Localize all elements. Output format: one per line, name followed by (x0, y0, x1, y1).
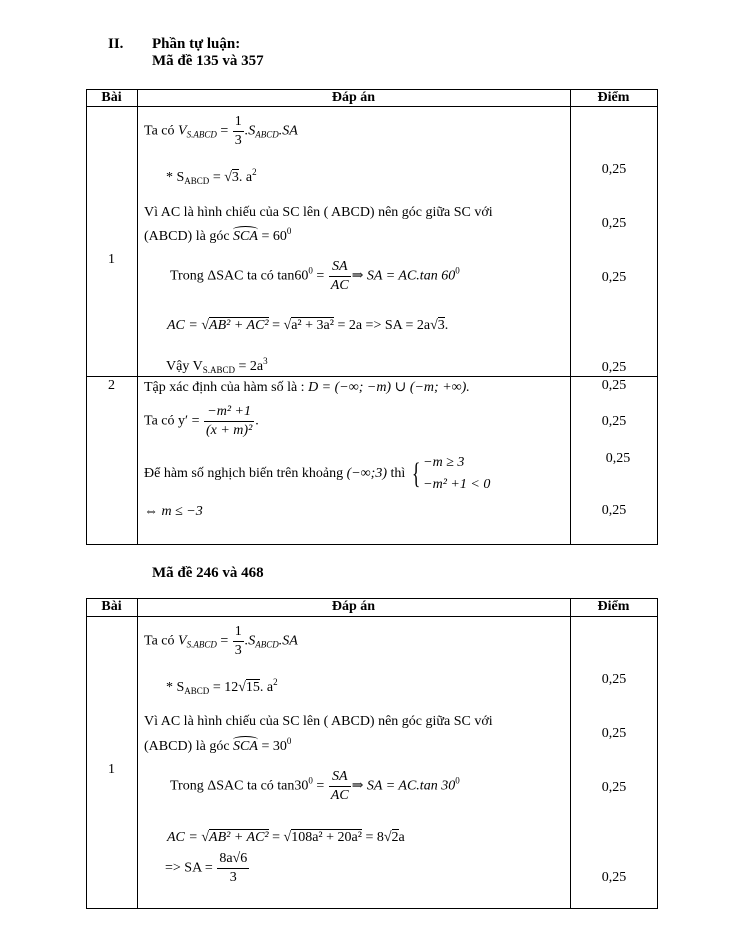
projection-text: Vì AC là hình chiếu của SC lên ( ABCD) nên góc giữa SC với (144, 714, 493, 729)
inequality: −m² +1 < 0 (423, 477, 491, 492)
text: * S (166, 170, 185, 185)
header-diem: Điểm (597, 90, 630, 105)
math: = (220, 633, 229, 649)
text: 2 (273, 677, 278, 687)
angle-symbol: SCA (233, 739, 258, 754)
volume-formula (144, 115, 298, 148)
inequality-system (423, 452, 490, 496)
radicand: 15 (245, 680, 260, 695)
brace-icon: { (411, 457, 421, 490)
text: . a (238, 170, 253, 185)
math: S.ABCD (186, 129, 217, 140)
text: (ABCD) là góc (144, 229, 234, 244)
text: . (255, 413, 259, 429)
text: . a (259, 680, 274, 695)
text: 0 (455, 775, 460, 786)
text: Trong ΔSAC ta có tan60 (170, 268, 309, 284)
numerator: 1 (233, 625, 244, 642)
math: V (178, 123, 187, 139)
score: 0,25 (601, 726, 627, 741)
tangent-formula (170, 260, 460, 293)
score: 0,25 (605, 451, 631, 466)
problem-number: 1 (108, 762, 115, 777)
inequality: −m ≥ 3 (423, 455, 465, 470)
numerator: SA (329, 770, 351, 787)
text: Tập xác định của hàm số là : (144, 380, 309, 395)
section-title: Phần tự luận: (152, 36, 241, 52)
score: 0,25 (601, 414, 627, 429)
projection-text: Vì AC là hình chiếu của SC lên ( ABCD) nên góc giữa SC với (144, 205, 493, 220)
text: S.ABCD (202, 365, 235, 375)
math: . (444, 318, 449, 333)
derivative-line (144, 405, 259, 438)
math: .SA (278, 633, 298, 649)
text: 0 (286, 226, 292, 236)
angle-symbol: SCA (233, 229, 258, 244)
angle-text (144, 736, 291, 755)
math: .S (244, 123, 256, 139)
radicand: a² + 3a² (291, 318, 334, 333)
domain-line (144, 379, 470, 396)
text: = 30 (257, 739, 287, 754)
math: ⇒ SA = AC.tan 60 (351, 268, 456, 284)
math: = √ (268, 830, 292, 845)
exam-code-heading-2: Mã đề 246 và 468 (152, 565, 264, 581)
math: ABCD (255, 639, 279, 650)
text: = 12√ (209, 680, 246, 695)
base-area (166, 677, 278, 696)
volume-result (166, 356, 268, 375)
decreasing-condition (144, 452, 490, 496)
header-diem: Điểm (597, 599, 630, 614)
math: V (178, 633, 187, 649)
numerator: 8a√6 (217, 852, 249, 869)
header-dap-an: Đáp án (331, 90, 376, 105)
math: ABCD (255, 129, 279, 140)
fraction (233, 115, 244, 148)
text: = √ (209, 170, 232, 185)
math: = √ (268, 318, 292, 333)
radicand: 3 (231, 170, 239, 185)
score: 0,25 (601, 216, 627, 231)
text: Ta có y′ = (144, 413, 203, 429)
denominator: 3 (234, 643, 242, 658)
text: thì (386, 466, 409, 482)
score: 0,25 (601, 672, 627, 687)
numerator: 1 (233, 115, 244, 132)
score: 0,25 (601, 378, 627, 393)
numerator: SA (329, 260, 351, 277)
text: 0 (308, 265, 313, 276)
problem-number: 2 (108, 378, 115, 393)
text: * S (166, 680, 185, 695)
header-bai: Bài (101, 90, 122, 105)
math: a (398, 830, 405, 845)
radicand: AB² + AC² (209, 830, 269, 845)
text: Trong ΔSAC ta có tan30 (170, 778, 309, 794)
radicand: 2 (391, 830, 399, 845)
math: AC = √ (167, 318, 210, 333)
fraction (329, 260, 351, 293)
ac-computation (167, 318, 448, 334)
math: D = (−∞; −m) ∪ (−m; +∞). (308, 380, 470, 395)
header-dap-an: Đáp án (331, 599, 376, 614)
conclusion: ⇔ m ≤ −3 (144, 504, 203, 519)
numerator: −m² +1 (204, 405, 254, 422)
text: Ta có (144, 123, 175, 139)
text: = 60 (257, 229, 287, 244)
denominator: 3 (234, 133, 242, 148)
math: ⇒ SA = AC.tan 30 (351, 778, 456, 794)
denominator: (x + m)² (205, 423, 253, 438)
math: = 8√ (361, 830, 392, 845)
score: 0,25 (601, 780, 627, 795)
base-area (166, 167, 257, 186)
text: (ABCD) là góc (144, 739, 234, 754)
text: ABCD (184, 686, 210, 696)
text: 0 (286, 736, 292, 746)
section-numeral: II. (108, 36, 124, 52)
text: Ta có (144, 633, 175, 649)
fraction (204, 405, 254, 438)
score: 0,25 (601, 360, 627, 375)
radicand: 108a² + 20a² (291, 830, 362, 845)
tangent-formula (170, 770, 460, 803)
text: 3 (263, 356, 268, 366)
denominator: 3 (229, 870, 237, 885)
denominator: AC (330, 278, 349, 293)
text: Vậy V (166, 359, 203, 374)
fraction (217, 852, 249, 885)
text: => SA = (165, 860, 217, 876)
text: 0 (308, 775, 313, 786)
math: .S (244, 633, 256, 649)
score: 0,25 (601, 503, 627, 518)
problem-number: 1 (108, 252, 115, 267)
sa-result (165, 852, 250, 885)
math: = 2a => SA = 2a√ (333, 318, 438, 333)
exam-code-heading-1: Mã đề 135 và 357 (152, 53, 264, 69)
ac-computation (167, 830, 405, 846)
radicand: 3 (437, 318, 445, 333)
math: .SA (278, 123, 298, 139)
math: (−∞;3) (346, 466, 387, 482)
fraction (233, 625, 244, 658)
text: 2 (252, 167, 257, 177)
header-bai: Bài (101, 599, 122, 614)
score: 0,25 (601, 870, 627, 885)
math: = (220, 123, 229, 139)
score: 0,25 (601, 162, 627, 177)
text: = (312, 778, 328, 794)
text: = 2a (234, 359, 264, 374)
radicand: AB² + AC² (209, 318, 269, 333)
math: S.ABCD (186, 639, 217, 650)
angle-text (144, 226, 291, 245)
fraction (329, 770, 351, 803)
text: 0 (455, 265, 460, 276)
volume-formula (144, 625, 298, 658)
score: 0,25 (601, 270, 627, 285)
text: ABCD (184, 176, 210, 186)
text: = (312, 268, 328, 284)
text: Để hàm số nghịch biến trên khoảng (144, 466, 347, 482)
denominator: AC (330, 788, 349, 803)
math: AC = √ (167, 830, 210, 845)
